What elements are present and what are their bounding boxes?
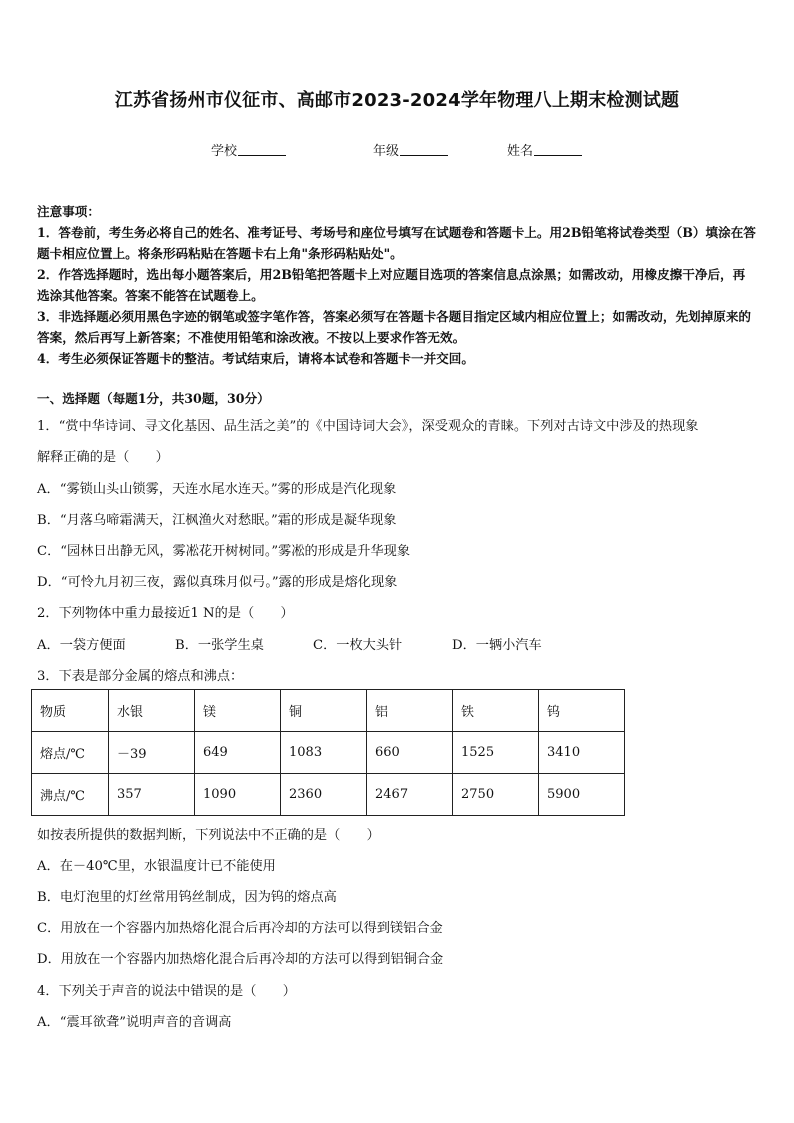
- grade-field: [373, 140, 448, 159]
- q4-option-a: A．“震耳欲聋”说明声音的音调高: [37, 1015, 232, 1030]
- q1-option-d: D．“可怜九月初三夜，露似真珠月似弓。”露的形成是熔化现象: [37, 575, 398, 590]
- table-cell: 铝: [367, 690, 453, 732]
- name-label: 姓名: [507, 144, 534, 159]
- table-cell: 357: [109, 774, 195, 816]
- q2-option-d: D．一辆小汽车: [452, 638, 542, 653]
- q2-option-b: B．一张学生桌: [175, 638, 264, 653]
- metals-table: [31, 689, 625, 816]
- table-cell: 熔点/℃: [32, 732, 109, 774]
- q2-option-c: C．一枚大头针: [313, 638, 403, 653]
- q3-option-c: C．用放在一个容器内加热熔化混合后再冷却的方法可以得到镁铝合金: [37, 921, 443, 936]
- table-cell: 沸点/℃: [32, 774, 109, 816]
- name-blank: [534, 143, 582, 156]
- school-blank: [238, 143, 286, 156]
- table-cell: 660: [367, 732, 453, 774]
- school-field: [211, 140, 286, 159]
- q1-option-c: C．“园林日出静无风，雾凇花开树树同。”雾凇的形成是升华现象: [37, 544, 411, 559]
- q1-option-a: A．“雾锁山头山锁雾，天连水尾水连天。”雾的形成是汽化现象: [37, 482, 397, 497]
- q1-stem-line2: 解释正确的是（ ）: [37, 450, 169, 465]
- table-cell: 1090: [195, 774, 281, 816]
- table-cell: 1083: [281, 732, 367, 774]
- school-label: 学校: [211, 144, 238, 159]
- note-item-2: 2．作答选择题时，选出每小题答案后，用2B铅笔把答题卡上对应题目选项的答案信息点涂黑；如需改动，用橡皮擦干净后，再选涂其他答案。答案不能答在试题卷上。: [37, 267, 746, 303]
- table-row: [32, 690, 625, 732]
- table-cell: 水银: [109, 690, 195, 732]
- table-row: [32, 732, 625, 774]
- grade-blank: [400, 143, 448, 156]
- note-item-3: 3．非选择题必须用黑色字迹的钢笔或签字笔作答，答案必须写在答题卡各题目指定区域内相应位置上；如需改动，先划掉原来的答案，然后再写上新答案；不准使用铅笔和涂改液。不按以上要求作答无效。: [37, 309, 752, 345]
- table-cell: 5900: [539, 774, 625, 816]
- q1-option-b: B．“月落乌啼霜满天，江枫渔火对愁眠。”霜的形成是凝华现象: [37, 513, 397, 528]
- q4-stem: 4．下列关于声音的说法中错误的是（ ）: [37, 984, 296, 999]
- section-heading: 一、选择题（每题1分，共30题，30分）: [37, 391, 270, 406]
- grade-label: 年级: [373, 144, 400, 159]
- table-cell: 物质: [32, 690, 109, 732]
- table-cell: 2360: [281, 774, 367, 816]
- q1-stem-line1: 1．“赏中华诗词、寻文化基因、品生活之美”的《中国诗词大会》，深受观众的青睐。下列对古诗文中涉及的热现象: [37, 419, 699, 434]
- q2-stem: 2．下列物体中重力最接近1 N的是（ ）: [37, 606, 294, 621]
- notes-section: [37, 201, 757, 369]
- table-cell: 镁: [195, 690, 281, 732]
- exam-title: 江苏省扬州市仪征市、高邮市2023-2024学年物理八上期末检测试题: [114, 90, 680, 111]
- table-cell: 钨: [539, 690, 625, 732]
- table-cell: －39: [109, 732, 195, 774]
- q3-option-b: B．电灯泡里的灯丝常用钨丝制成，因为钨的熔点高: [37, 890, 337, 905]
- table-cell: 1525: [453, 732, 539, 774]
- q3-option-d: D．用放在一个容器内加热熔化混合后再冷却的方法可以得到铝铜合金: [37, 952, 444, 967]
- q3-option-a: A．在－40℃里，水银温度计已不能使用: [37, 859, 276, 874]
- table-cell: 2467: [367, 774, 453, 816]
- table-cell: 2750: [453, 774, 539, 816]
- note-item-4: 4．考生必须保证答题卡的整洁。考试结束后，请将本试卷和答题卡一并交回。: [37, 351, 474, 366]
- table-cell: 3410: [539, 732, 625, 774]
- q3-stem: 3．下表是部分金属的熔点和沸点：: [37, 669, 244, 684]
- table-row: [32, 774, 625, 816]
- name-field: [507, 140, 582, 159]
- table-cell: 铁: [453, 690, 539, 732]
- q2-option-a: A．一袋方便面: [37, 638, 126, 653]
- table-cell: 铜: [281, 690, 367, 732]
- q3-question: 如按表所提供的数据判断，下列说法中不正确的是（ ）: [37, 828, 380, 843]
- note-item-1: 1．答卷前，考生务必将自己的姓名、准考证号、考场号和座位号填写在试题卷和答题卡上。用2B铅笔将试卷类型（B）填涂在答题卡相应位置上。将条形码粘贴在答题卡右上角"条形码粘贴处"。: [37, 225, 756, 261]
- notes-heading: 注意事项：: [37, 204, 100, 219]
- table-cell: 649: [195, 732, 281, 774]
